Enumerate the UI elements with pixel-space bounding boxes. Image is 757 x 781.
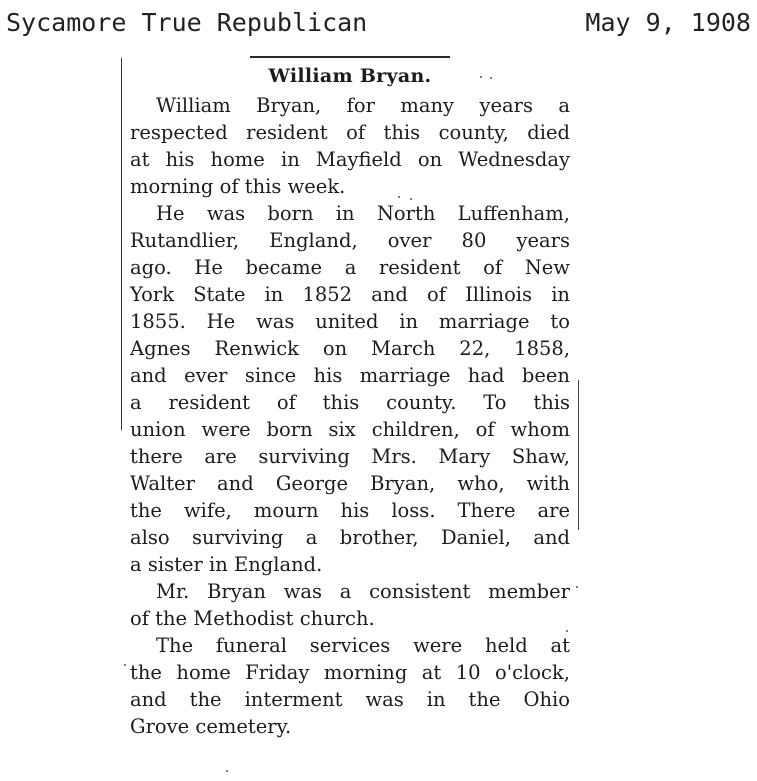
article-line: at his home in Mayfield on Wednesday [130,148,570,171]
article-line: Grove cemetery. [130,715,292,738]
clipping-header [6,6,751,40]
article-line: Rutandlier, England, over 80 years [130,229,570,252]
scan-speck [398,196,400,198]
article-line: morning of this week. [130,175,346,198]
article-body [130,92,570,740]
column-right-rule [578,380,579,530]
article-line: a resident of this county. To this [130,391,570,414]
article-line: a sister in England. [130,553,323,576]
scan-speck [490,77,492,79]
scan-speck [480,76,482,78]
article-paragraph [130,632,570,740]
article-line: ago. He became a resident of New [130,256,570,279]
top-rule [250,56,450,58]
publication-date: May 9, 1908 [585,8,751,37]
article-line: The funeral services were held at [156,634,570,657]
scan-speck [566,630,568,632]
article-line: also surviving a brother, Daniel, and [130,526,570,549]
article-line: Mr. Bryan was a consistent member [156,580,570,603]
article-line: the wife, mourn his loss. There are [130,499,570,522]
article-line: Walter and George Bryan, who, with [130,472,570,495]
article-headline: William Bryan. [268,65,432,87]
article-line: respected resident of this county, died [130,121,570,144]
article-line: there are surviving Mrs. Mary Shaw, [130,445,570,468]
article-line: He was born in North Luffenham, [156,202,570,225]
article-line: the home Friday morning at 10 o'clock, [130,661,570,684]
article-paragraph [130,578,570,632]
publication-name: Sycamore True Republican [6,8,368,37]
article-line: of the Methodist church. [130,607,375,630]
article-line: William Bryan, for many years a [156,94,570,117]
scan-speck [226,770,228,772]
article-paragraph [130,92,570,200]
scan-speck [410,198,412,200]
obituary-clipping [130,62,570,740]
article-line: union were born six children, of whom [130,418,570,441]
column-left-rule [121,58,122,430]
article-line: York State in 1852 and of Illinois in [130,283,570,306]
article-line: 1855. He was united in marriage to [130,310,570,333]
article-line: Agnes Renwick on March 22, 1858, [130,337,570,360]
scan-speck [576,586,578,588]
article-line: and ever since his marriage had been [130,364,570,387]
article-line: and the interment was in the Ohio [130,688,570,711]
article-paragraph [130,200,570,578]
scan-speck [124,664,126,666]
